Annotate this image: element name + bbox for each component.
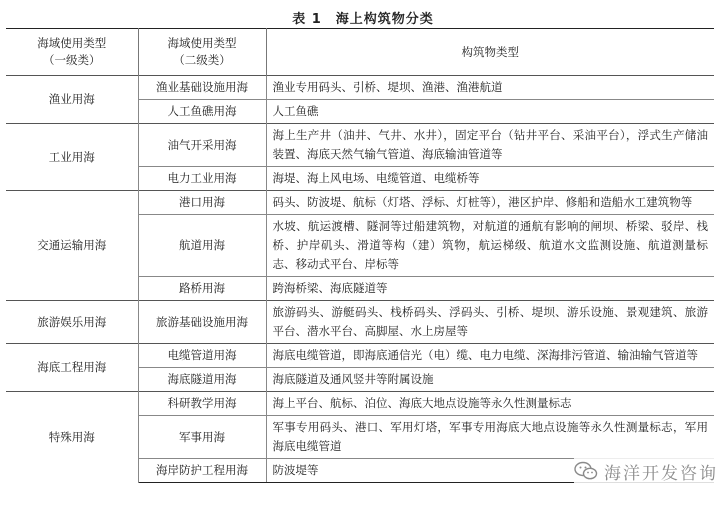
- structure-cell: 海上平台、航标、泊位、海底大地点设施等永久性测量标志: [266, 392, 714, 416]
- level1-cell: 交通运输用海: [6, 191, 138, 301]
- table-row: [6, 301, 714, 344]
- table-title: 表 1 海上构筑物分类: [292, 12, 434, 27]
- level1-cell: 特殊用海: [6, 392, 138, 483]
- watermark: [574, 458, 718, 484]
- header-level2-line1: 海域使用类型: [167, 36, 237, 50]
- level2-cell: 军事用海: [138, 416, 266, 459]
- header-level1-line2: （一级类）: [43, 53, 101, 67]
- level2-cell: 电缆管道用海: [138, 344, 266, 368]
- level1-cell: 海底工程用海: [6, 344, 138, 392]
- table-row: [6, 392, 714, 416]
- structure-cell: 水坡、航运渡槽、隧洞等过船建筑物，对航道的通航有影响的闸坝、桥梁、驳岸、栈桥、护岸矶头、滑道等构（建）筑物，航运梯级、航道水文监测设施、航道测量标志、移动式平台、岸标等: [266, 215, 714, 277]
- structure-cell: 防波堤等: [266, 459, 714, 483]
- level2-cell: 海岸防护工程用海: [138, 459, 266, 483]
- level2-cell: 人工鱼礁用海: [138, 100, 266, 124]
- level1-cell: 工业用海: [6, 124, 138, 191]
- level2-cell: 旅游基础设施用海: [138, 301, 266, 344]
- level2-cell: 港口用海: [138, 191, 266, 215]
- structure-cell: 人工鱼礁: [266, 100, 714, 124]
- table-row: [6, 191, 714, 215]
- level2-cell: 渔业基础设施用海: [138, 76, 266, 100]
- structure-cell: 海底隧道及通风竖井等附属设施: [266, 368, 714, 392]
- header-level2-line2: （二级类）: [173, 53, 231, 67]
- table-header-row: [6, 29, 714, 76]
- level2-cell: 海底隧道用海: [138, 368, 266, 392]
- structure-cell: 码头、防波堤、航标（灯塔、浮标、灯桩等），港区护岸、修船和造船水工建筑物等: [266, 191, 714, 215]
- table-row: [6, 344, 714, 368]
- structure-cell: 渔业专用码头、引桥、堤坝、渔港、渔港航道: [266, 76, 714, 100]
- structure-classification-table: [6, 28, 714, 483]
- wechat-icon: [574, 461, 598, 481]
- level2-cell: 科研教学用海: [138, 392, 266, 416]
- structure-cell: 海上生产井（油井、气井、水井），固定平台（钻井平台、采油平台），浮式生产储油装置、海底天然气输气管道、海底输油管道等: [266, 124, 714, 167]
- header-level1: [6, 29, 138, 76]
- table-row: [6, 124, 714, 167]
- header-level2: [138, 29, 266, 76]
- structure-cell: 跨海桥梁、海底隧道等: [266, 277, 714, 301]
- table-row: [6, 76, 714, 100]
- structure-cell: 军事专用码头、港口、军用灯塔，军事专用海底大地点设施等永久性测量标志，军用海底电缆管道: [266, 416, 714, 459]
- structure-cell: 海底电缆管道，即海底通信光（电）缆、电力电缆、深海排污管道、输油输气管道等: [266, 344, 714, 368]
- level2-cell: 电力工业用海: [138, 167, 266, 191]
- header-level1-line1: 海域使用类型: [37, 36, 107, 50]
- level1-cell: 渔业用海: [6, 76, 138, 124]
- level2-cell: 航道用海: [138, 215, 266, 277]
- level1-cell: 旅游娱乐用海: [6, 301, 138, 344]
- watermark-text: 海洋开发咨询: [604, 463, 718, 484]
- header-structures: 构筑物类型: [461, 44, 519, 59]
- level2-cell: 路桥用海: [138, 277, 266, 301]
- level2-cell: 油气开采用海: [138, 124, 266, 167]
- structure-cell: 旅游码头、游艇码头、栈桥码头、浮码头、引桥、堤坝、游乐设施、景观建筑、旅游平台、潜水平台、高脚屋、水上房屋等: [266, 301, 714, 344]
- structure-cell: 海堤、海上风电场、电缆管道、电缆桥等: [266, 167, 714, 191]
